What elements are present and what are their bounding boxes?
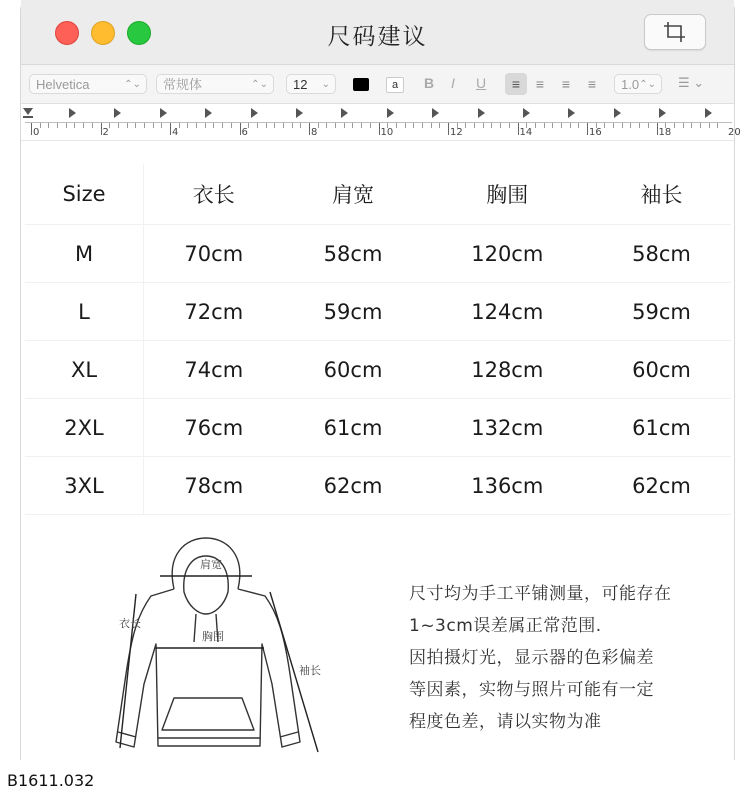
ruler-tick	[161, 123, 162, 128]
font-family-value: Helvetica	[36, 77, 90, 92]
font-style-value: 常规体	[163, 77, 203, 92]
ruler-tick	[170, 123, 171, 135]
ruler-tick	[326, 123, 327, 128]
ruler-tick	[274, 123, 275, 128]
ruler-tick	[474, 123, 475, 128]
first-line-indent-marker[interactable]	[23, 108, 33, 115]
hoodie-measurement-diagram	[96, 534, 336, 764]
ruler-tick	[83, 123, 84, 128]
tab-stop-marker[interactable]	[251, 108, 258, 118]
header-sleeve: 袖长	[592, 164, 731, 225]
tab-stop-marker[interactable]	[614, 108, 621, 118]
chevron-down-icon: ⌄	[321, 79, 330, 90]
ruler-tick	[396, 123, 397, 128]
tab-stop-marker[interactable]	[114, 108, 121, 118]
line-spacing-select[interactable]	[614, 74, 662, 94]
underline-button[interactable]: U	[476, 75, 487, 91]
shoulder-cell: 59cm	[284, 283, 423, 341]
sleeve-cell: 58cm	[592, 225, 731, 283]
chest-cell: 136cm	[423, 457, 593, 515]
size-cell: L	[25, 283, 144, 341]
sleeve-cell: 62cm	[592, 457, 731, 515]
window-title: 尺码建议	[327, 24, 428, 50]
length-cell: 74cm	[144, 341, 284, 399]
ruler-tick	[509, 123, 510, 128]
chevron-updown-icon: ⌃⌄	[251, 79, 268, 90]
bold-button[interactable]: B	[424, 75, 435, 91]
ruler-tick	[361, 123, 362, 128]
size-cell: XL	[25, 341, 144, 399]
right-cuff	[280, 732, 298, 737]
crop-icon	[663, 21, 687, 43]
length-label: 衣长	[119, 617, 141, 630]
table-row	[25, 341, 731, 399]
ruler-tick	[465, 123, 466, 128]
line-spacing-value: 1.0	[621, 77, 640, 92]
shoulder-cell: 60cm	[284, 341, 423, 399]
ruler-tick	[300, 123, 301, 128]
shoulder-label: 肩宽	[200, 558, 222, 571]
ruler-tick	[535, 123, 536, 128]
ruler-tick	[370, 123, 371, 128]
ruler-tick	[318, 123, 319, 128]
table-row	[25, 399, 731, 457]
size-table	[25, 164, 731, 515]
tab-stop-marker[interactable]	[568, 108, 575, 118]
font-family-select[interactable]	[29, 74, 147, 94]
table-row	[25, 457, 731, 515]
ruler-label: 10	[380, 127, 394, 138]
size-cell: 2XL	[25, 399, 144, 457]
sleeve-label: 袖长	[299, 664, 321, 677]
ruler-tick	[613, 123, 614, 128]
ruler-label: 16	[589, 127, 602, 138]
ruler-tick	[587, 123, 588, 135]
chest-cell: 124cm	[423, 283, 593, 341]
ruler-label: 14	[519, 127, 533, 138]
header-size: Size	[25, 164, 144, 225]
ruler-tick	[717, 123, 718, 128]
chest-cell: 128cm	[423, 341, 593, 399]
ruler-tick	[231, 123, 232, 128]
ruler-tick	[630, 123, 631, 128]
tab-stop-marker[interactable]	[160, 108, 167, 118]
note-line: 程度色差，请以实物为准	[409, 712, 602, 732]
tab-stop-marker[interactable]	[341, 108, 348, 118]
header-length: 衣长	[144, 164, 284, 225]
chevron-updown-icon: ⌃⌄	[124, 79, 141, 90]
font-style-select[interactable]	[156, 74, 274, 94]
chest-cell: 120cm	[423, 225, 593, 283]
tab-stop-marker[interactable]	[205, 108, 212, 118]
ruler-tick	[639, 123, 640, 128]
ruler-tick	[109, 123, 110, 128]
alignment-group	[505, 73, 605, 95]
ruler-tick	[500, 123, 501, 128]
ruler-tick	[196, 123, 197, 128]
length-cell: 72cm	[144, 283, 284, 341]
ruler-tick	[292, 123, 293, 128]
ruler-tick	[31, 123, 32, 135]
shoulder-cell: 61cm	[284, 399, 423, 457]
crop-button[interactable]	[644, 14, 706, 50]
ruler-tick	[674, 123, 675, 128]
ruler-tick	[335, 123, 336, 128]
format-toolbar	[21, 65, 734, 104]
ruler-tick	[405, 123, 406, 128]
ruler-tick	[222, 123, 223, 128]
note-line: 尺寸均为手工平铺测量，可能存在	[409, 584, 672, 604]
length-cell: 76cm	[144, 399, 284, 457]
tab-stop-marker[interactable]	[523, 108, 530, 118]
ruler-tick	[483, 123, 484, 128]
ruler-label: 0	[33, 127, 40, 138]
left-indent-marker[interactable]	[23, 116, 33, 118]
pocket	[162, 698, 254, 730]
ruler-tick	[144, 123, 145, 128]
italic-button[interactable]: I	[451, 75, 455, 91]
ruler-label: 6	[241, 127, 248, 138]
align-right-icon[interactable]: ≡	[561, 76, 571, 92]
ruler-tick	[187, 123, 188, 128]
size-cell: M	[25, 225, 144, 283]
ruler-tick	[431, 123, 432, 128]
chevron-updown-icon: ⌃⌄	[639, 79, 656, 90]
align-left-icon[interactable]: ≡	[505, 73, 527, 95]
tab-stop-marker[interactable]	[705, 108, 712, 118]
ruler[interactable]	[21, 104, 741, 141]
ruler-tick	[48, 123, 49, 128]
ruler-tick	[205, 123, 206, 128]
ruler-tick	[491, 123, 492, 128]
ruler-tick	[74, 123, 75, 128]
ruler-tick	[648, 123, 649, 128]
ruler-tick	[657, 123, 658, 135]
body-outline	[116, 589, 300, 747]
chest-cell: 132cm	[423, 399, 593, 457]
ruler-tick	[518, 123, 519, 135]
ruler-label: 4	[172, 127, 179, 138]
ruler-tick	[700, 123, 701, 128]
note-line: 1~3cm误差属正常范围.	[409, 616, 602, 636]
ruler-tick	[135, 123, 136, 128]
ruler-tick	[422, 123, 423, 128]
tab-stop-marker[interactable]	[478, 108, 485, 118]
justify-icon[interactable]: ≡	[587, 76, 597, 92]
ruler-tick	[248, 123, 249, 128]
ruler-label: 12	[450, 127, 463, 138]
ruler-tick	[213, 123, 214, 128]
chest-label: 胸围	[202, 630, 224, 643]
shoulder-cell: 62cm	[284, 457, 423, 515]
ruler-tick	[57, 123, 58, 128]
title-bar	[21, 0, 734, 65]
ruler-tick	[153, 123, 154, 128]
ruler-tick	[283, 123, 284, 128]
table-row	[25, 225, 731, 283]
ruler-tick	[570, 123, 571, 128]
table-header-row	[25, 164, 731, 225]
ruler-label: 8	[311, 127, 318, 138]
ruler-tick	[257, 123, 258, 128]
tab-stop-marker[interactable]	[69, 108, 76, 118]
length-cell: 78cm	[144, 457, 284, 515]
ruler-tick	[439, 123, 440, 128]
ruler-tick	[92, 123, 93, 128]
ruler-tick	[118, 123, 119, 128]
note-line: 因拍摄灯光，显示器的色彩偏差	[409, 648, 654, 668]
list-icon[interactable]: ☰ ⌄	[678, 75, 705, 90]
ruler-tick	[448, 123, 449, 135]
ruler-tick	[561, 123, 562, 128]
ruler-tick	[266, 123, 267, 128]
ruler-tick	[309, 123, 310, 135]
ruler-tick	[413, 123, 414, 128]
font-size-value: 12	[293, 77, 308, 92]
ruler-tick	[622, 123, 623, 128]
sleeve-cell: 59cm	[592, 283, 731, 341]
ruler-tick	[691, 123, 692, 128]
ruler-label: 18	[658, 127, 672, 138]
align-center-icon[interactable]: ≡	[535, 76, 545, 92]
ruler-tick	[552, 123, 553, 128]
ruler-tick	[179, 123, 180, 128]
ruler-tick	[604, 123, 605, 128]
size-cell: 3XL	[25, 457, 144, 515]
highlight-none-swatch[interactable]: a	[386, 77, 404, 93]
measurement-notes	[409, 578, 709, 738]
tab-stop-marker[interactable]	[296, 108, 303, 118]
sleeve-cell: 60cm	[592, 341, 731, 399]
ruler-tick	[709, 123, 710, 128]
text-color-swatch[interactable]	[353, 78, 369, 91]
ruler-tick	[352, 123, 353, 128]
ruler-label: 20	[728, 127, 741, 138]
sleeve-cell: 61cm	[592, 399, 731, 457]
ruler-tick	[101, 123, 102, 135]
product-code: B1611.032	[7, 771, 95, 790]
length-cell: 70cm	[144, 225, 284, 283]
ruler-tick	[344, 123, 345, 128]
ruler-tick	[40, 123, 41, 128]
header-chest: 胸围	[423, 164, 593, 225]
drawstring-left	[194, 614, 196, 642]
ruler-tick	[379, 123, 380, 135]
tab-stop-marker[interactable]	[387, 108, 394, 118]
ruler-tick	[578, 123, 579, 128]
tab-stop-marker[interactable]	[432, 108, 439, 118]
ruler-tick	[66, 123, 67, 128]
ruler-tick	[127, 123, 128, 128]
shoulder-cell: 58cm	[284, 225, 423, 283]
ruler-tick	[544, 123, 545, 128]
font-size-select[interactable]	[286, 74, 336, 94]
ruler-tick	[240, 123, 241, 135]
ruler-tick	[683, 123, 684, 128]
header-shoulder: 肩宽	[284, 164, 423, 225]
note-line: 等因素，实物与照片可能有一定	[409, 680, 654, 700]
table-row	[25, 283, 731, 341]
document-window	[20, 0, 741, 760]
tab-stop-marker[interactable]	[659, 108, 666, 118]
ruler-label: 2	[102, 127, 109, 138]
